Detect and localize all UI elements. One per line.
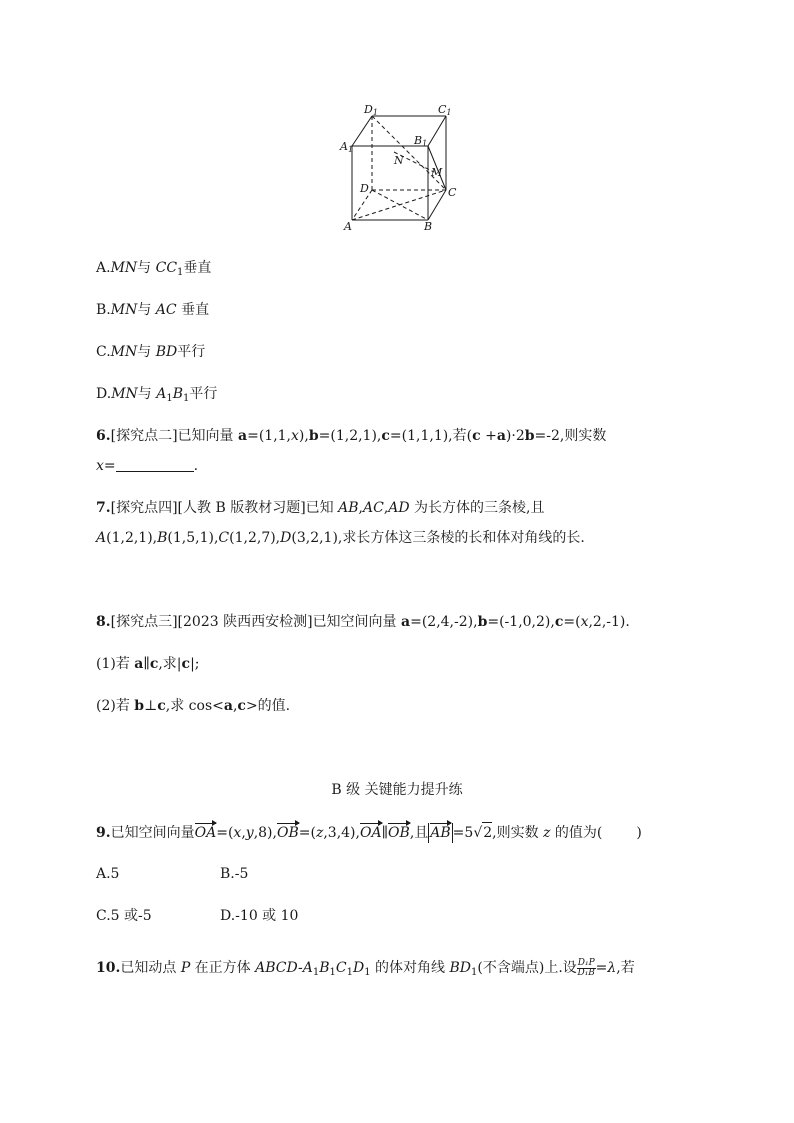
q5-option-c[interactable]: C.MN与 BD平行 [96,344,206,360]
label-A1: A1 [340,140,354,154]
label-C1: C1 [438,103,452,117]
q8-part2: (2)若 b⊥c,求 cos<a,c>的值. [96,698,291,714]
label-C: C [448,186,457,199]
label-A: A [344,220,352,233]
label-M: M [431,166,443,179]
label-N: N [394,154,404,167]
label-B: B [424,220,433,233]
q6-answer-line: x= . [96,458,199,474]
q6-answer-blank[interactable] [116,457,194,472]
label-B1: B1 [414,134,428,148]
cube-figure [330,100,470,235]
q5-option-a[interactable]: A.MN与 $CC_1$垂直 [96,260,212,278]
q10-fraction: $\frac{\text{D₁P}}{\text{D₁B}}$ [577,957,595,978]
q9-option-d[interactable]: D.-10 或 10 [220,908,299,924]
q9-option-b[interactable]: B.-5 [220,866,249,882]
q10-stem: 10.已知动点 P 在正方体 ABCD-$A_1B_1C_1D_1$ 的体对角线 $BD_1$(不含端点)上.设 $\frac{\text{D₁P}}{\text{D₁B}}$ =λ,若 [96,957,635,978]
q5-option-d[interactable]: D.MN与 $A_1B_1$平行 [96,386,218,404]
q5-option-b[interactable]: B.MN与 AC 垂直 [96,302,210,318]
q8-part1: (1)若 a∥c,求|c|; [96,656,200,672]
q8-stem: 8.[探究点三][2023 陕西西安检测]已知空间向量 a=(2,4,-2),b=(-1,0,2),c=(x,2,-1). [96,614,630,630]
q7-points: A(1,2,1),B(1,5,1),C(1,2,7),D(3,2,1),求长方体这三条棱的长和体对角线的长. [96,530,585,546]
label-D1: D1 [364,103,378,117]
q9-option-a[interactable]: A.5 [96,866,120,882]
q9-option-c[interactable]: C.5 或-5 [96,908,152,924]
q7-stem: 7.[探究点四][人教 B 版教材习题]已知 AB,AC,AD 为长方体的三条棱,且 [96,500,545,516]
q6-stem: 6.[探究点二]已知向量 a=(1,1,x),b=(1,2,1),c=(1,1,1),若(c +a)·2b=-2,则实数 [96,428,607,444]
label-D: D [360,182,369,195]
q9-stem: 9.已知空间向量OA=(x,y,8),OB=(z,3,4),OA∥OB,且 AB =5√2,则实数 z 的值为( ) [96,822,642,843]
section-heading: B 级 关键能力提升练 [331,782,463,798]
